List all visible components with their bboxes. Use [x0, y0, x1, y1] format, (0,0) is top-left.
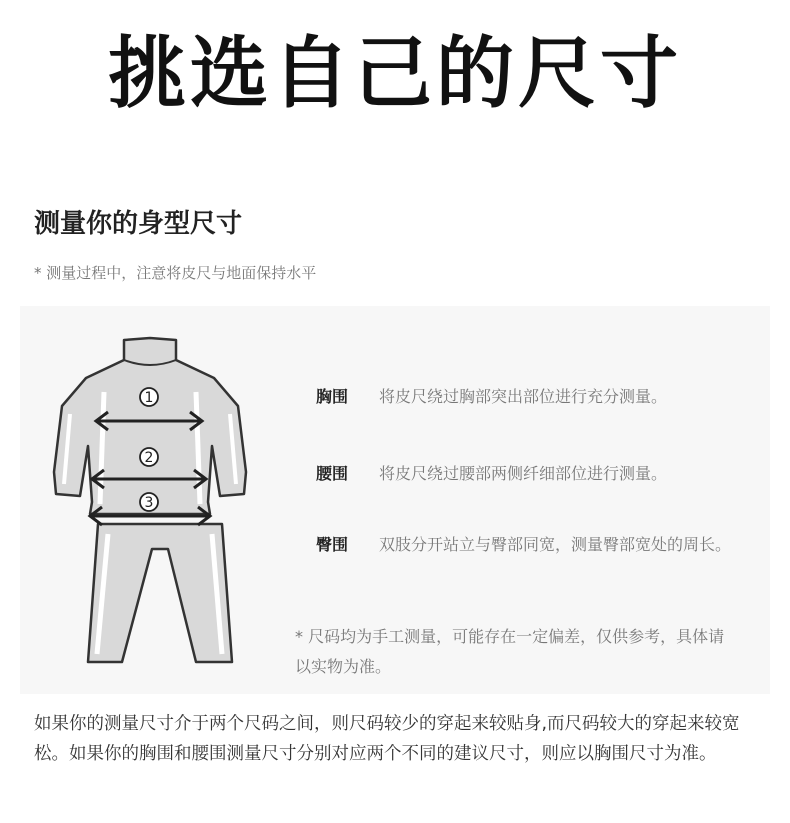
measurement-note: * 测量过程中，注意将皮尺与地面保持水平: [34, 264, 317, 282]
page-title: 挑选自己的尺寸: [107, 29, 682, 119]
svg-text:2: 2: [144, 450, 154, 466]
chest-marker: [140, 388, 158, 406]
section-title: 测量你的身型尺寸: [34, 209, 243, 239]
waist-label: 腰围: [316, 464, 349, 483]
svg-text:3: 3: [144, 495, 154, 511]
hip-label: 臀围: [316, 535, 349, 554]
waist-marker: [140, 448, 158, 466]
waist-description: 将皮尺绕过腰部两侧纤细部位进行测量。: [379, 464, 668, 483]
chest-description: 将皮尺绕过胸部突出部位进行充分测量。: [379, 387, 668, 406]
hip-description: 双肢分开站立与臀部同宽，测量臀部宽处的周长。: [379, 535, 732, 554]
chest-label: 胸围: [316, 387, 349, 406]
size-advice-text: 如果你的测量尺寸介于两个尺码之间，则尺码较少的穿起来较贴身,而尺码较大的穿起来较宽松。如果你的胸围和腰围测量尺寸分别对应两个不同的建议尺寸，则应以胸围尺寸为准。: [34, 714, 740, 764]
body-figure-illustration: [50, 334, 250, 669]
hip-marker: [140, 493, 158, 511]
accuracy-note: * 尺码均为手工测量，可能存在一定偏差，仅供参考，具体请以实物为准。: [295, 627, 725, 676]
measurement-panel: [20, 306, 770, 694]
svg-text:1: 1: [144, 390, 154, 406]
